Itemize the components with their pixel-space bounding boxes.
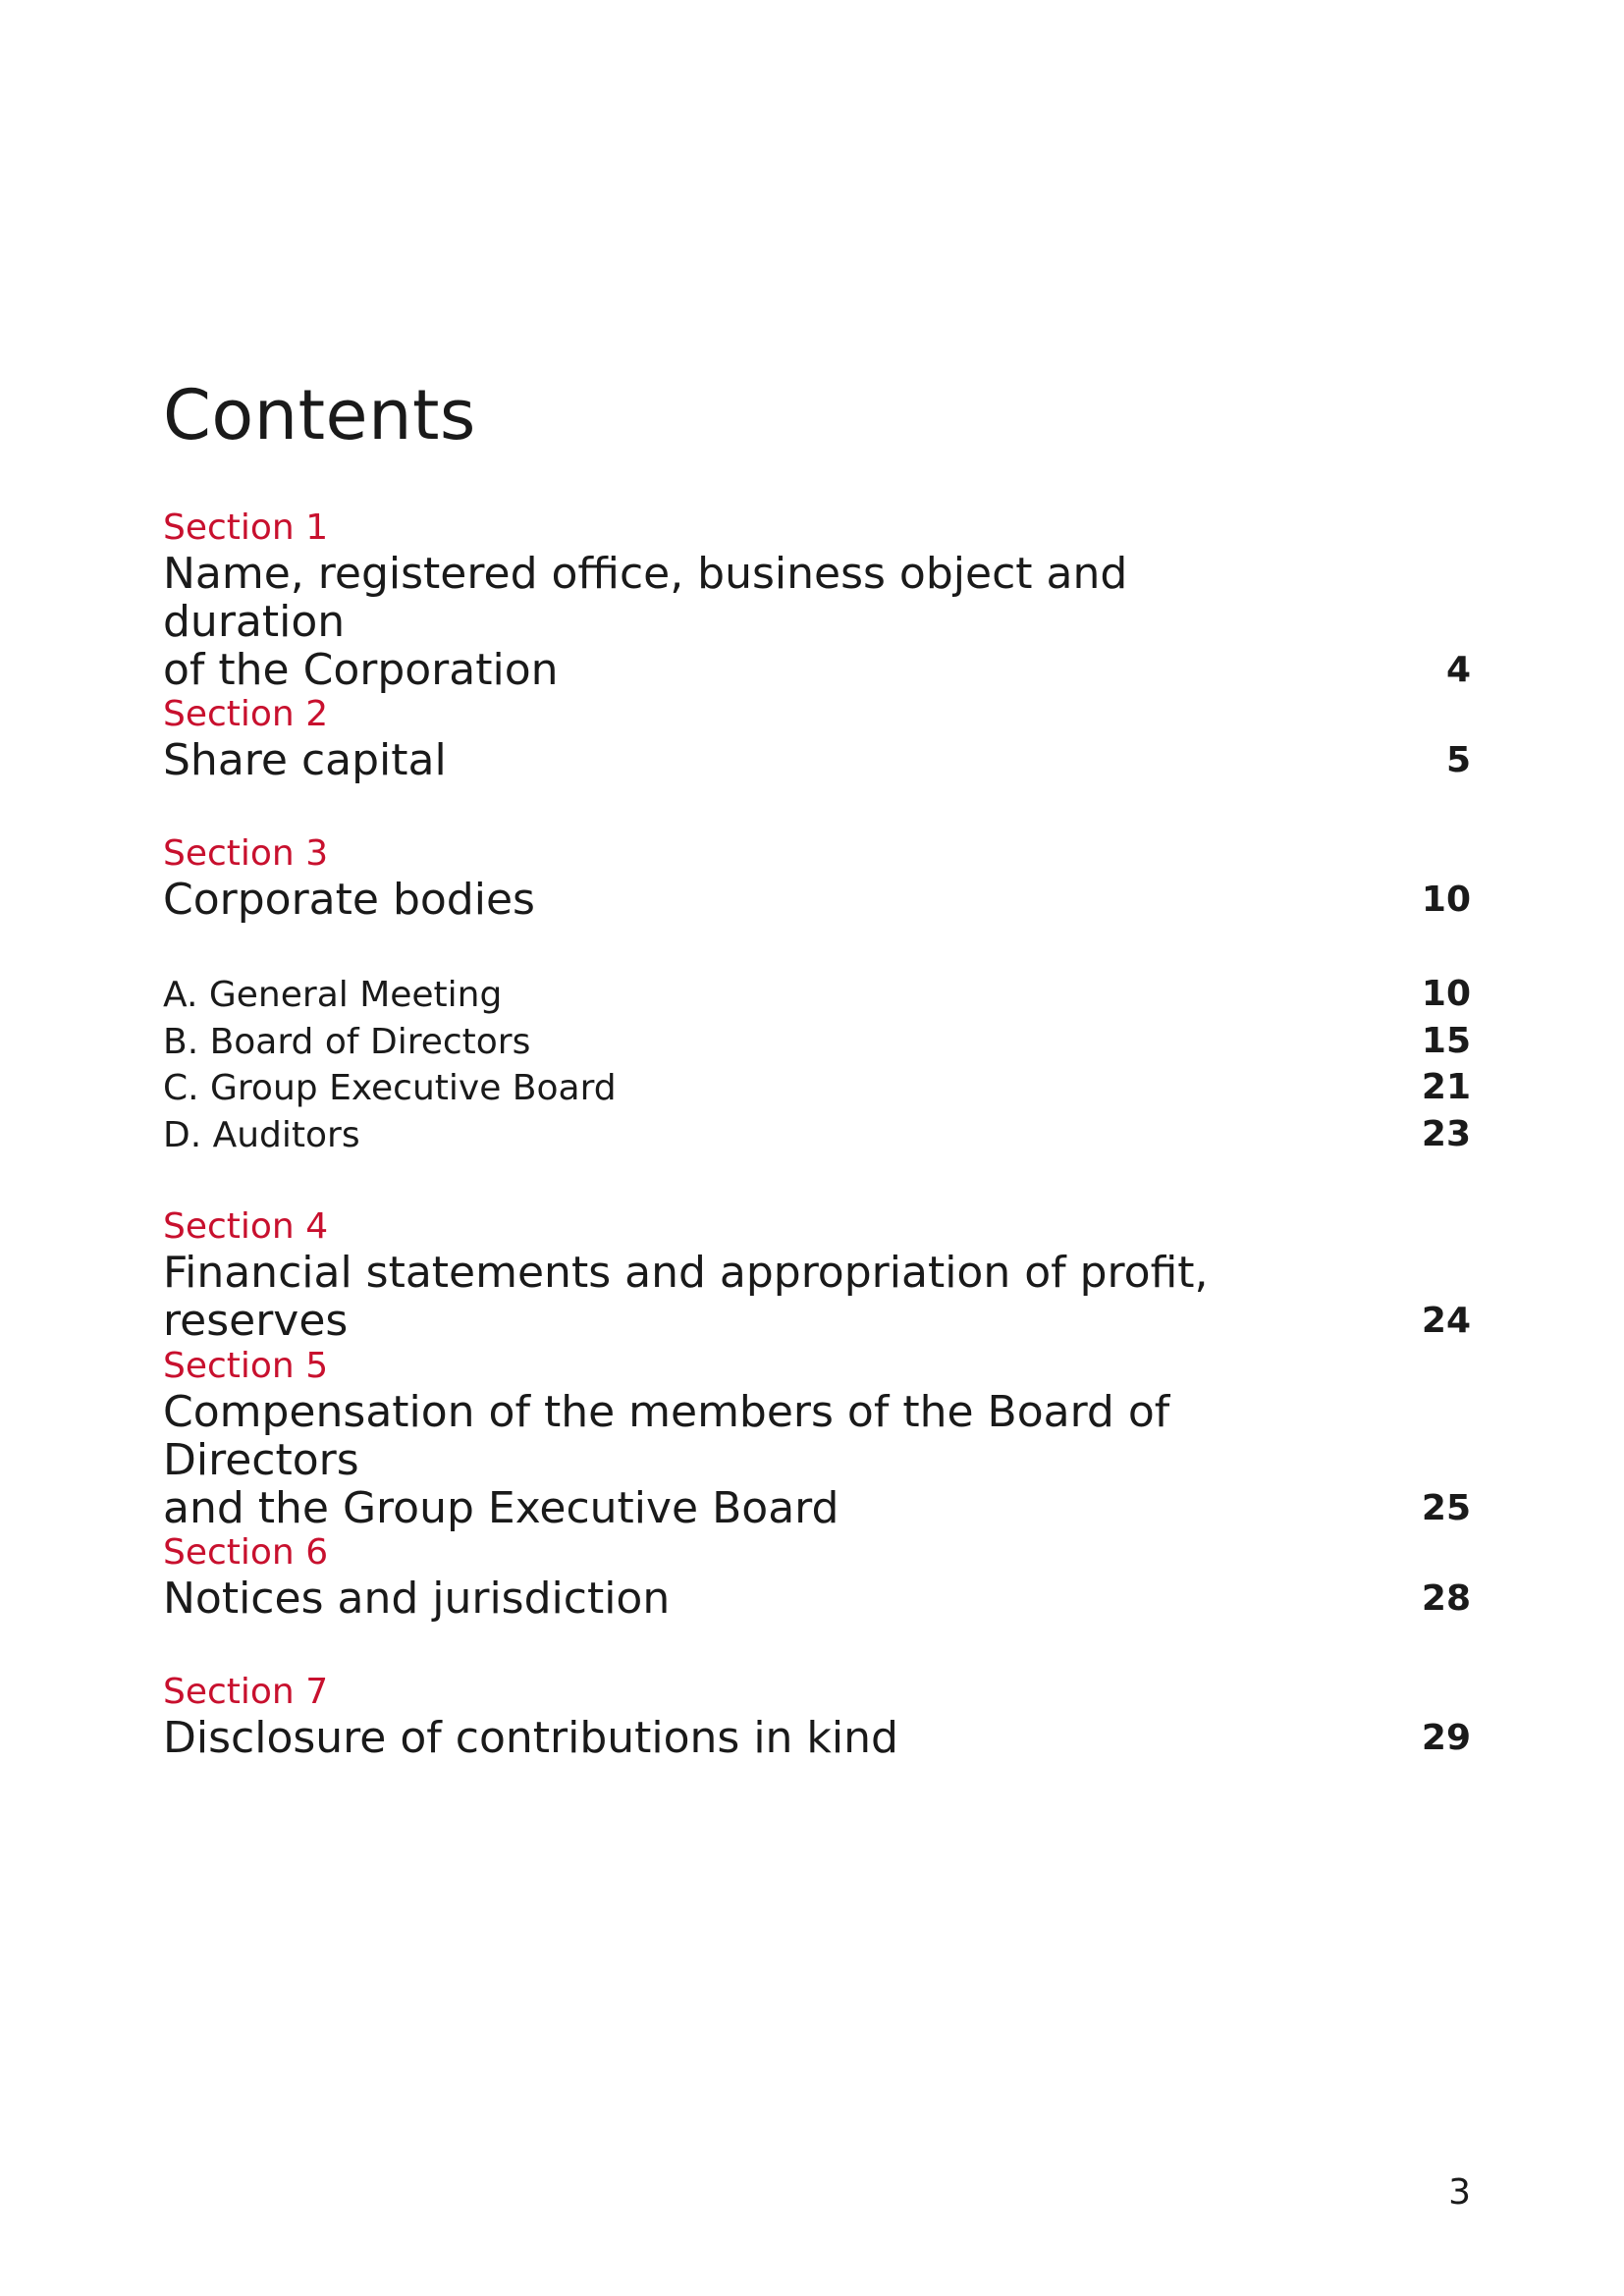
entry-row: [163, 1388, 1471, 1532]
toc-entry-section-6[interactable]: [163, 1530, 1471, 1623]
page-number: 15: [1421, 1020, 1471, 1061]
sub-entry-list: [163, 972, 1471, 1158]
section-label: Section 5: [163, 1346, 329, 1386]
entry-title-line: Corporate bodies: [163, 875, 535, 925]
sub-entry-board-of-directors[interactable]: [163, 1019, 1471, 1066]
section-label: Section 4: [163, 1206, 329, 1247]
sub-entry-auditors[interactable]: [163, 1112, 1471, 1159]
sub-entry-group-executive-board[interactable]: [163, 1065, 1471, 1112]
entry-title-line: Notices and jurisdiction: [163, 1574, 671, 1624]
entry-row: [163, 1575, 1471, 1623]
toc-entry-section-2[interactable]: [163, 692, 1471, 784]
toc-entry-section-7[interactable]: [163, 1670, 1471, 1762]
entry-title-line: Disclosure of contributions in kind: [163, 1713, 898, 1763]
section-label: Section 7: [163, 1672, 329, 1712]
entry-title-line: Share capital: [163, 735, 447, 785]
toc-entry-section-4[interactable]: [163, 1204, 1471, 1345]
page-title: Contents: [163, 375, 476, 455]
folio-page-number: 3: [1448, 2172, 1471, 2213]
entry-row: [163, 1714, 1471, 1762]
page-number: 10: [1421, 880, 1471, 920]
entry-row: [163, 876, 1471, 924]
section-label: Section 2: [163, 694, 329, 734]
toc-entry-section-1[interactable]: [163, 506, 1471, 694]
entry-title-line: Name, registered office, business object and duration: [163, 549, 1128, 647]
page-number: 4: [1445, 650, 1471, 690]
entry-title-line: Compensation of the members of the Board of Directors: [163, 1387, 1170, 1485]
sub-entry-title: D. Auditors: [163, 1114, 360, 1155]
toc-entry-section-5[interactable]: [163, 1344, 1471, 1532]
page-number: 24: [1421, 1301, 1471, 1341]
page-number: 21: [1421, 1067, 1471, 1107]
entry-title-line: and the Group Executive Board: [163, 1483, 839, 1533]
section-label: Section 1: [163, 507, 329, 548]
sub-entry-title: C. Group Executive Board: [163, 1068, 617, 1108]
page-number: 23: [1421, 1113, 1471, 1154]
page-number: 10: [1421, 974, 1471, 1014]
section-label: Section 6: [163, 1532, 329, 1573]
page-number: 25: [1421, 1488, 1471, 1528]
sub-entry-general-meeting[interactable]: [163, 972, 1471, 1019]
page-number: 29: [1421, 1718, 1471, 1758]
page-number: 5: [1445, 740, 1471, 780]
entry-row: [163, 736, 1471, 784]
toc-entry-section-3[interactable]: [163, 831, 1471, 924]
entry-row: [163, 1249, 1471, 1345]
sub-entry-title: A. General Meeting: [163, 975, 503, 1015]
entry-row: [163, 550, 1471, 694]
page-number: 28: [1421, 1578, 1471, 1619]
entry-title-line: Financial statements and appropriation of profit, reserves: [163, 1248, 1209, 1346]
entry-title-line: of the Corporation: [163, 645, 559, 695]
sub-entry-title: B. Board of Directors: [163, 1021, 531, 1062]
section-label: Section 3: [163, 833, 329, 874]
